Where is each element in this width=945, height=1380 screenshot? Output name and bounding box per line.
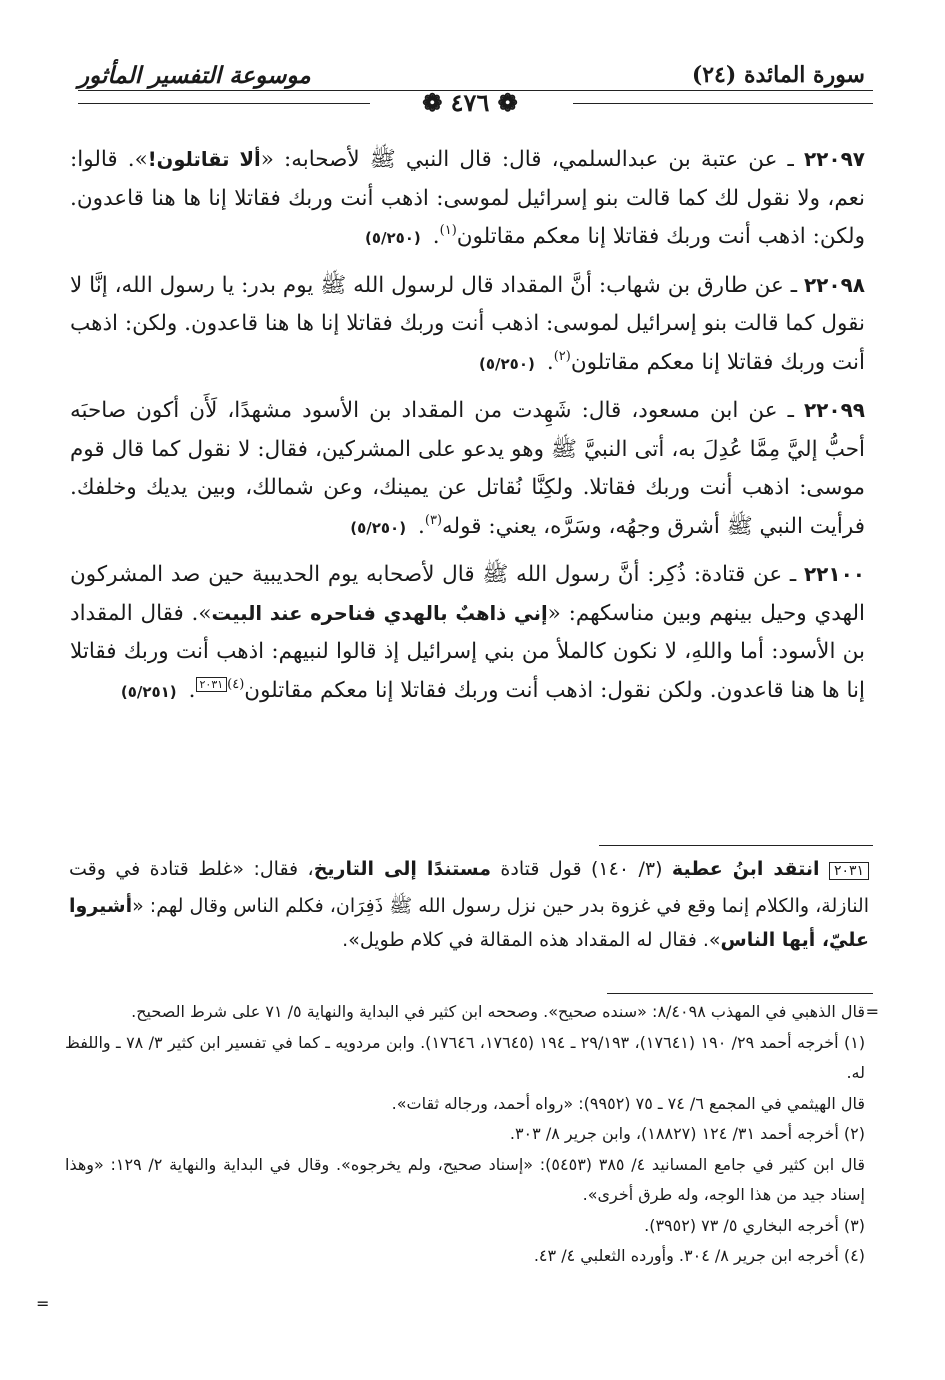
footnote-line: قال الهيثمي في المجمع ٦/ ٧٤ ـ ٧٥ (٩٩٥٢): «رواه أحمد، ورجاله ثقات».: [391, 1093, 865, 1113]
footnote-line: قال الذهبي في المهذب ٨/٤٠٩٨: «سنده صحيح». وصححه ابن كثير في البداية والنهاية ٥/ ٧١ على شرط الصحيح.: [131, 1002, 865, 1021]
entry-22100: ٢٢١٠٠ ـ عن قتادة: ذُكِر: أنَّ رسول الله ﷺ قال لأصحابه يوم الحديبية حين صد المشركون الهدي وحيل بينهم وبين مناسكهم: «إني ذاهبٌ بالهدي فناحره عند البيت». فقال المقداد بن الأسود: أما واللهِ، لا نكون كالملأ من بني إسرائيل إذ قالوا لنبيهم: اذهب أنت وربك فقاتلا إنا ها هنا قاعدون. ولكن نقول: اذهب أنت وربك فقاتلا إنا معكم مقاتلون$^{(٤)٢٠٣١}$.(٥/٢٥١): [70, 562, 865, 703]
continuation-mark: =: [865, 1002, 879, 1021]
commentary-block: ٢٠٣١ انتقد ابنُ عطية (٣/ ١٤٠) قول قتادة مستندًا إلى التاريخ، فقال: «غلط قتادة في وقت النازلة، والكلام إنما وقع في غزوة بدر حين نزل رسول الله ﷺ ذَفِرَان، فكلم الناس وقال لهم: «أشيروا عليّ، أيها الناس». فقال له المقداد هذه المقالة في كلام طويل».: [69, 858, 869, 951]
ornament-left: ❁: [489, 88, 518, 117]
commentary-separator: [599, 845, 873, 846]
footnote-marker: (٢): [553, 348, 571, 364]
entry-22097: ٢٢٠٩٧ ـ عن عتبة بن عبدالسلمي، قال: قال النبي ﷺ لأصحابه: «ألا تقاتلون!». قالوا: نعم، ولا نقول لك كما قالت بنو إسرائيل لموسى: اذهب أنت وربك فقاتلا إنا ها هنا قاعدون. ولكن: اذهب أنت وربك فقاتلا إنا معكم مقاتلون$^{(١)}$.(٥/٢٥٠): [70, 147, 865, 249]
ornament-right: ❁: [422, 88, 451, 117]
footnote-marker: (٤): [227, 676, 245, 692]
continuation-mark-bottom: =: [36, 1294, 50, 1313]
hadith-quote: ألا تقاتلون!: [147, 148, 261, 171]
footnote-marker: (١): [439, 223, 457, 238]
footnote-line: قال ابن كثير في جامع المسانيد ٤/ ٣٨٥ (٥٤٥٣): «إسناد صحيح، ولم يخرجوه». وقال في البداية والنهاية ٢/ ١٢٩: «وهذا إسناد جيد من هذا الوجه، وله طرق أخرى».: [65, 1154, 866, 1204]
footnotes-separator: [607, 993, 873, 994]
volume-reference: (٥/٢٥٠): [350, 518, 407, 537]
volume-reference: (٥/٢٥٠): [479, 354, 535, 373]
footnote-line: (٢) أخرجه أحمد ٣١/ ١٢٤ (١٨٨٢٧)، وابن جرير ٨/ ٣٠٣.: [509, 1124, 865, 1143]
footnotes: [65, 997, 879, 1272]
hadith-quote: إني ذاهبٌ بالهدي فناحره عند البيت: [211, 601, 548, 625]
footnote-line: (٤) أخرجه ابن جرير ٨/ ٣٠٤. وأورده الثعلبي ٤/ ٤٣.: [533, 1246, 865, 1265]
commentary-number-box: ٢٠٣١: [829, 862, 869, 880]
commentary-reference-box: ٢٠٣١: [196, 677, 228, 692]
volume-reference: (٥/٢٥٠): [364, 229, 421, 247]
entry-number: ٢٢٠٩٧: [803, 147, 865, 171]
page-number: ❁ ٤٧٦ ❁: [422, 88, 518, 117]
footnote-line: (١) أخرجه أحمد ٢٩/ ١٩٠ (١٧٦٤١)، ٢٩/١٩٣ ـ ١٩٤ (١٧٦٤٥، ١٧٦٤٦). وابن مردويه ـ كما في تفسير ابن كثير ٣/ ٧٨ ـ واللفظ له.: [65, 1032, 866, 1082]
entry-number: ٢٢١٠٠: [803, 562, 865, 586]
book-title: موسوعة التفسير المأثور: [78, 62, 311, 89]
main-text: [70, 140, 865, 719]
entry-22099: ٢٢٠٩٩ ـ عن ابن مسعود، قال: شَهِدت من المقداد بن الأسود مشهدًا، لَأَن أكون صاحبَه أحبُّ إليَّ مِمَّا عُدِلَ به، أتى النبيَّ ﷺ وهو يدعو على المشركين، فقال: لا نقول كما قال قوم موسى: اذهب أنت وربك فقاتلا. ولكِنَّا نُقاتل عن يمينك، وعن شمالك، وبين يديك وخلفك. فرأيت النبي ﷺ أشرق وجهُه، وسَرَّه، يعني: قوله$^{(٣)}$.(٥/٢٥٠): [70, 398, 865, 539]
footnote-line: (٣) أخرجه البخاري ٥/ ٧٣ (٣٩٥٢).: [644, 1215, 865, 1235]
header-rule-left: [78, 103, 370, 104]
entry-number: ٢٢٠٩٨: [803, 272, 865, 297]
entry-number: ٢٢٠٩٩: [803, 398, 865, 422]
entry-22098: ٢٢٠٩٨ ـ عن طارق بن شهاب: أنَّ المقداد قال لرسول الله ﷺ يوم بدر: يا رسول الله، إنَّا لا نقول كما قالت بنو إسرائيل لموسى: اذهب أنت وربك فقاتلا إنا ها هنا قاعدون. ولكن: اذهب أنت وربك فقاتلا إنا معكم مقاتلون$^{(٢)}$.(٥/٢٥٠): [70, 272, 865, 375]
header-rule-right: [573, 103, 873, 104]
volume-reference: (٥/٢٥١): [120, 682, 177, 701]
footnote-marker: (٣): [424, 512, 443, 528]
surah-title: سورة المائدة (٢٤): [691, 62, 865, 88]
